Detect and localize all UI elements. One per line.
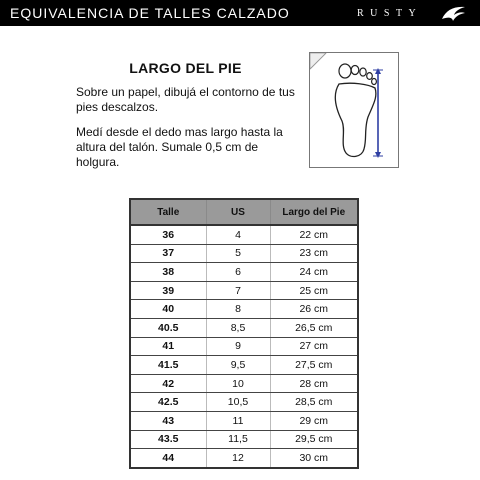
table-row xyxy=(130,318,358,337)
rusty-logo-icon xyxy=(440,4,468,22)
length-cell: 27 cm xyxy=(270,337,358,356)
talle-cell: 41 xyxy=(130,337,206,356)
us-cell: 11 xyxy=(206,411,270,430)
us-cell: 4 xyxy=(206,225,270,244)
length-cell: 30 cm xyxy=(270,449,358,468)
us-cell: 11,5 xyxy=(206,430,270,449)
length-cell: 28 cm xyxy=(270,374,358,393)
table-header-row xyxy=(130,199,358,225)
length-cell: 22 cm xyxy=(270,225,358,244)
talle-cell: 42 xyxy=(130,374,206,393)
instruction-paragraph-2: Medí desde el dedo mas largo hasta la altura del talón. Sumale 0,5 cm de holgura. xyxy=(76,125,283,169)
talle-cell: 40 xyxy=(130,300,206,319)
header-bar xyxy=(0,0,480,26)
talle-cell: 41.5 xyxy=(130,356,206,375)
table-row xyxy=(130,300,358,319)
length-cell: 24 cm xyxy=(270,263,358,282)
header-talle: Talle xyxy=(130,199,206,225)
length-cell: 29,5 cm xyxy=(270,430,358,449)
foot-diagram xyxy=(309,52,399,168)
table-row xyxy=(130,225,358,244)
us-cell: 10 xyxy=(206,374,270,393)
length-cell: 29 cm xyxy=(270,411,358,430)
us-cell: 7 xyxy=(206,281,270,300)
us-cell: 9 xyxy=(206,337,270,356)
us-cell: 5 xyxy=(206,244,270,263)
table-row xyxy=(130,281,358,300)
us-cell: 8,5 xyxy=(206,318,270,337)
length-cell: 26,5 cm xyxy=(270,318,358,337)
length-cell: 28,5 cm xyxy=(270,393,358,412)
talle-cell: 38 xyxy=(130,263,206,282)
talle-cell: 42.5 xyxy=(130,393,206,412)
table-row xyxy=(130,374,358,393)
talle-cell: 44 xyxy=(130,449,206,468)
us-cell: 9,5 xyxy=(206,356,270,375)
header-largo: Largo del Pie xyxy=(270,199,358,225)
us-cell: 8 xyxy=(206,300,270,319)
us-cell: 10,5 xyxy=(206,393,270,412)
length-cell: 23 cm xyxy=(270,244,358,263)
length-cell: 25 cm xyxy=(270,281,358,300)
talle-cell: 43.5 xyxy=(130,430,206,449)
us-cell: 12 xyxy=(206,449,270,468)
talle-cell: 36 xyxy=(130,225,206,244)
table-row xyxy=(130,393,358,412)
foot-outline-icon xyxy=(310,53,398,167)
talle-cell: 37 xyxy=(130,244,206,263)
talle-cell: 39 xyxy=(130,281,206,300)
table-row xyxy=(130,356,358,375)
table-row xyxy=(130,244,358,263)
table-row xyxy=(130,337,358,356)
brand-name: RUSTY xyxy=(357,8,423,19)
header-us: US xyxy=(206,199,270,225)
table-row xyxy=(130,263,358,282)
talle-cell: 43 xyxy=(130,411,206,430)
instruction-paragraph-1: Sobre un papel, dibujá el contorno de tus pies descalzos. xyxy=(76,85,295,114)
us-cell: 6 xyxy=(206,263,270,282)
size-table xyxy=(129,198,359,469)
table-row xyxy=(130,430,358,449)
length-cell: 27,5 cm xyxy=(270,356,358,375)
talle-cell: 40.5 xyxy=(130,318,206,337)
page-title: EQUIVALENCIA DE TALLES CALZADO xyxy=(10,5,290,21)
section-title: LARGO DEL PIE xyxy=(129,60,242,76)
table-row xyxy=(130,449,358,468)
length-cell: 26 cm xyxy=(270,300,358,319)
table-row xyxy=(130,411,358,430)
